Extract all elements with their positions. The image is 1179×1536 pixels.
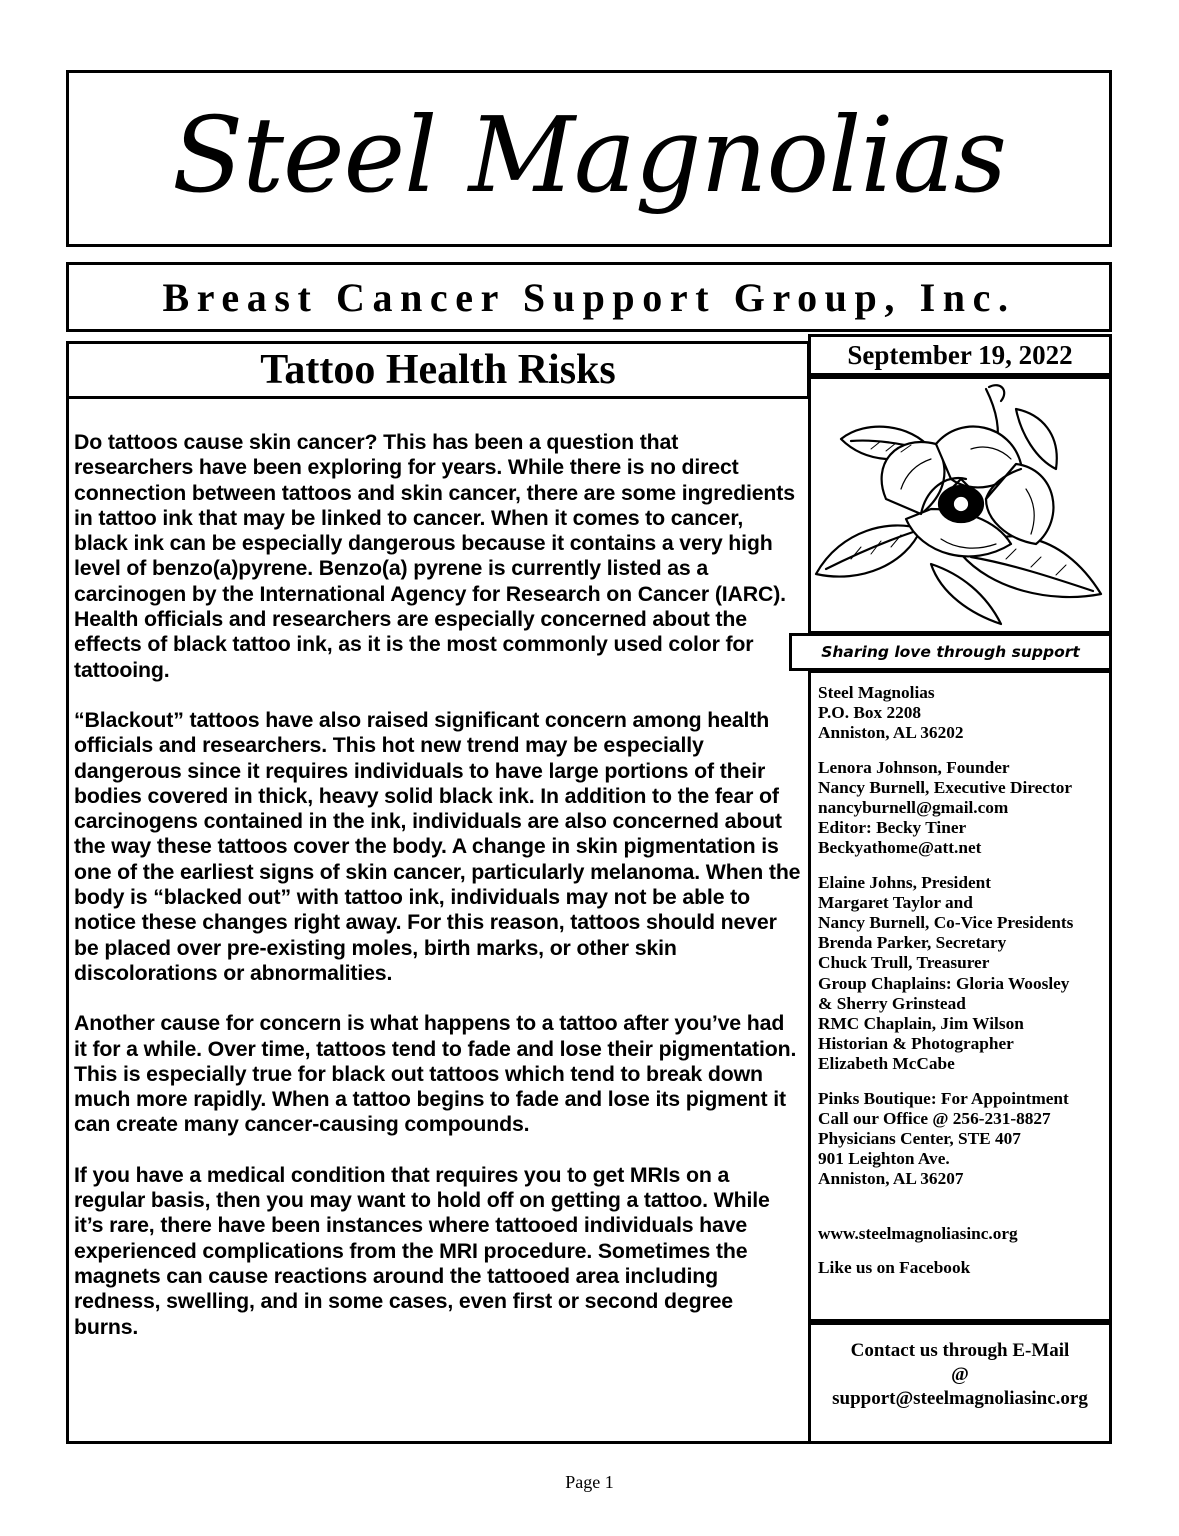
sidebar-group-web bbox=[818, 1224, 1110, 1244]
sidebar-email-link[interactable]: nancyburnell@gmail.com bbox=[818, 798, 1009, 818]
masthead-title: Steel Magnolias bbox=[171, 93, 1006, 216]
website-link[interactable]: www.steelmagnoliasinc.org bbox=[818, 1223, 1018, 1243]
subtitle: Breast Cancer Support Group, Inc. bbox=[162, 274, 1016, 320]
sidebar-line: Elizabeth McCabe bbox=[818, 1054, 955, 1074]
issue-date: September 19, 2022 bbox=[847, 339, 1073, 370]
facebook-link[interactable]: Like us on Facebook bbox=[818, 1257, 971, 1277]
article-paragraph: “Blackout” tattoos have also raised significant concern among health officials and researchers. This hot new trend may be especially dangerous since it requires individuals to have large portions of their bodies covered in thick, heavy solid black ink. In addition to the fear of carcinogens contained in the ink, individuals are also concerned about the way these tattoos cover the body. A change in skin pigmentation is one of the earliest signs of skin cancer, particularly melanoma. When the body is “blacked out” with tattoo ink, individuals may not be able to notice these changes right away. For this reason, tattoos should never be placed over pre-existing moles, birth marks, or other skin discolorations or abnormalities. bbox=[74, 707, 801, 985]
sidebar-line: Pinks Boutique: For Appointment bbox=[818, 1088, 1069, 1108]
sidebar-line: Chuck Trull, Treasurer bbox=[818, 953, 990, 973]
date-box bbox=[808, 334, 1112, 376]
masthead bbox=[66, 70, 1112, 247]
tagline-box bbox=[789, 633, 1112, 671]
sidebar-line: RMC Chaplain, Jim Wilson bbox=[818, 1014, 1024, 1034]
sidebar-info bbox=[808, 670, 1112, 1322]
contact-email-link[interactable]: support@steelmagnoliasinc.org bbox=[832, 1388, 1088, 1409]
sidebar-line: Brenda Parker, Secretary bbox=[818, 933, 1007, 953]
sidebar-line: & Sherry Grinstead bbox=[818, 993, 966, 1013]
sidebar-line: P.O. Box 2208 bbox=[818, 703, 922, 723]
article-title-box bbox=[66, 341, 810, 399]
contact-heading: Contact us through E-Mail bbox=[850, 1340, 1070, 1361]
sidebar-line: Anniston, AL 36202 bbox=[818, 723, 964, 743]
sidebar-group-officers bbox=[818, 873, 1110, 1075]
sidebar-line: Nancy Burnell, Executive Director bbox=[818, 777, 1073, 797]
sidebar-line: Editor: Becky Tiner bbox=[818, 818, 967, 838]
subtitle-bar bbox=[66, 262, 1112, 332]
sidebar-line: Nancy Burnell, Co-Vice Presidents bbox=[818, 913, 1074, 933]
article-body bbox=[74, 430, 802, 1365]
sidebar-line: Elaine Johns, President bbox=[818, 872, 991, 892]
sidebar-line: Group Chaplains: Gloria Woosley bbox=[818, 973, 1070, 993]
magnolia-flower-icon bbox=[811, 379, 1109, 631]
sidebar-group-address bbox=[818, 683, 1110, 744]
sidebar-line: Call our Office @ 256-231-8827 bbox=[818, 1108, 1051, 1128]
sidebar-line: Anniston, AL 36207 bbox=[818, 1169, 964, 1189]
sidebar-email-link[interactable]: Beckyathome@att.net bbox=[818, 838, 982, 858]
article-paragraph: Another cause for concern is what happens to a tattoo after you’ve had it for a while. Over time, tattoos tend to fade and lose their pigmentation. This is especially true for black out tattoos which tend to break down much more rapidly. When a tattoo begins to fade and lose its pigment it can create many cancer-causing compounds. bbox=[74, 1011, 797, 1137]
contact-at: @ bbox=[951, 1364, 969, 1385]
tagline: Sharing love through support bbox=[821, 643, 1080, 661]
magnolia-illustration bbox=[808, 376, 1112, 634]
article-paragraph: Do tattoos cause skin cancer? This has been a question that researchers have been exploring for years. While there is no direct connection between tattoos and skin cancer, there are some ingredients in tattoo ink that may be linked to cancer. When it comes to cancer, black ink can be especially dangerous because it contains a very high level of benzo(a)pyrene. Benzo(a) pyrene is currently listed as a carcinogen by the International Agency for Research on Cancer (IARC). Health officials and researchers are especially concerned about the effects of black tattoo ink, as it is the most commonly used color for tattooing. bbox=[74, 430, 795, 682]
sidebar-group-boutique bbox=[818, 1089, 1110, 1190]
sidebar-line: 901 Leighton Ave. bbox=[818, 1149, 950, 1169]
sidebar-line: Steel Magnolias bbox=[818, 683, 935, 702]
page-number: Page 1 bbox=[565, 1472, 614, 1492]
sidebar-group-social bbox=[818, 1258, 1110, 1278]
article-paragraph: If you have a medical condition that requires you to get MRIs on a regular basis, then you may want to hold off on getting a tattoo. While it’s rare, there have been instances where tattooed individuals have experienced complications from the MRI procedure. Sometimes the magnets can cause reactions around the tattooed area including redness, swelling, and in some cases, even first or second degree burns. bbox=[74, 1162, 770, 1339]
sidebar-line: Lenora Johnson, Founder bbox=[818, 757, 1010, 777]
sidebar-line: Margaret Taylor and bbox=[818, 892, 973, 912]
sidebar-line: Physicians Center, STE 407 bbox=[818, 1129, 1021, 1149]
contact-box bbox=[808, 1322, 1112, 1444]
sidebar-group-leadership bbox=[818, 758, 1110, 859]
article-title: Tattoo Health Risks bbox=[260, 347, 616, 393]
sidebar-line: Historian & Photographer bbox=[818, 1034, 1014, 1054]
